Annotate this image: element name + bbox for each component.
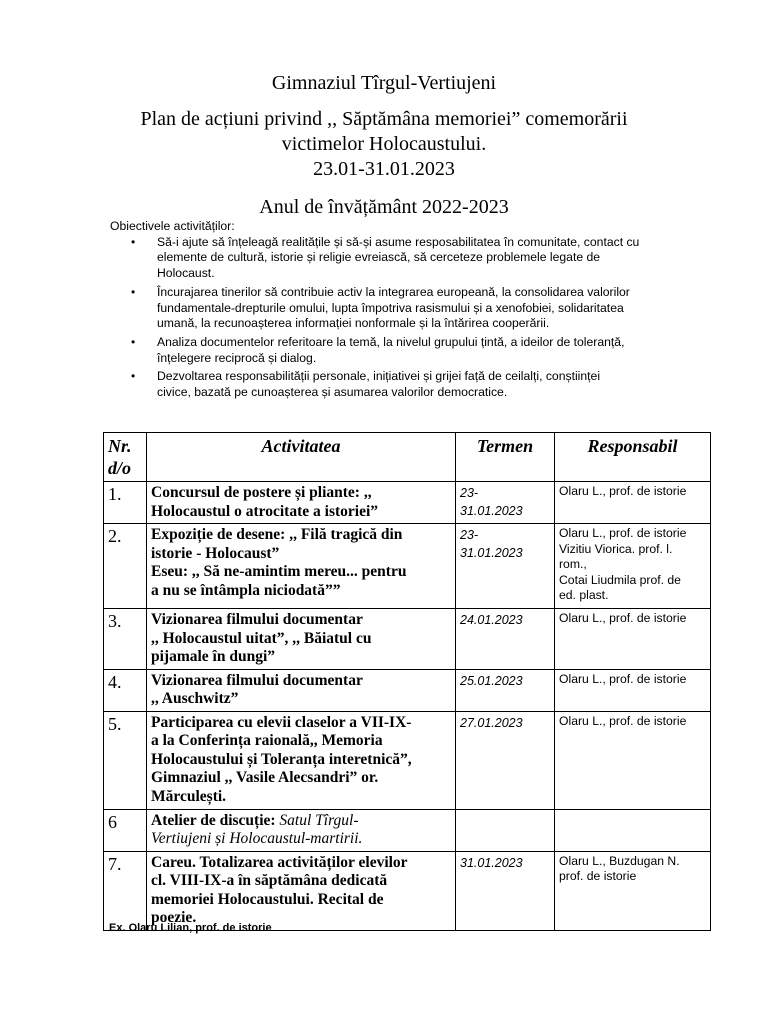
plan-dates: 23.01-31.01.2023 (313, 158, 455, 180)
activity-line: a nu se întâmpla niciodată”” (151, 581, 341, 599)
activity-line: Careu. Totalizarea activităților elevilor (151, 853, 408, 871)
row-activity (147, 609, 456, 670)
objective-line: umană, la recunoașterea informației nonformale și la întărirea cooperării. (157, 316, 550, 331)
term-line: 25.01.2023 (460, 673, 523, 688)
objective-item (110, 335, 710, 366)
term-line: 27.01.2023 (460, 715, 523, 730)
row-activity (147, 669, 456, 711)
activity-line: Vizionarea filmului documentar (151, 671, 363, 689)
row-term (456, 711, 555, 809)
activity-line: Holocaustului și Toleranța interetnică”, (151, 750, 412, 768)
activity-line: cl. VIII-IX-a în săptămâna dedicată (151, 872, 388, 889)
activity-line: istorie - Holocaust” (151, 544, 280, 562)
activity-italic-text: Satul Tîrgul- (279, 811, 359, 829)
objectives-heading: Obiectivele activităților: (110, 219, 235, 233)
activity-line: Holocaustul o atrocitate a istoriei” (151, 502, 379, 520)
responsible-line: Olaru L., prof. de istorie (559, 611, 687, 625)
responsible-line: Olaru L., Buzdugan N. (559, 853, 680, 868)
objective-line: înțelegere reciprocă și dialog. (157, 350, 317, 365)
footer-author: Ex. Olaru Lilian, prof. de istorie (109, 922, 272, 934)
objective-item (110, 369, 710, 400)
row-responsible (555, 669, 711, 711)
header-term: Termen (456, 433, 555, 482)
row-activity (147, 851, 456, 930)
responsible-line: Olaru L., prof. de istorie (559, 526, 687, 540)
row-term (456, 851, 555, 930)
bullet-icon: • (131, 234, 136, 249)
row-responsible (555, 482, 711, 524)
activity-line: Expoziție de desene: ,, Filă tragică din (151, 526, 403, 543)
objective-line: Să-i ajute să înțeleagă realitățile și să-și asume resposabilitatea în comunitate, contact cu (157, 234, 640, 249)
row-responsible (555, 609, 711, 670)
objective-line: Încurajarea tinerilor să contribuie activ la integrarea europeană, la consolidarea valorilor (157, 284, 630, 299)
objective-line: Holocaust. (157, 266, 215, 281)
activity-line: ,, Holocaustul uitat”, ,, Băiatul cu (151, 629, 372, 647)
responsible-line: Olaru L., prof. de istorie (559, 713, 687, 728)
header-nr-line2: d/o (108, 458, 132, 478)
objective-line: civice, bazată pe cunoașterea și asumarea valorilor democratice. (157, 385, 508, 400)
table-row (104, 851, 711, 930)
objective-item (110, 235, 710, 282)
objective-line: Analiza documentelor referitoare la temă, la nivelul grupului țintă, a ideilor de toleranță, (157, 334, 625, 349)
header-responsible: Responsabil (555, 433, 711, 482)
bullet-icon: • (131, 369, 136, 384)
row-activity (147, 524, 456, 609)
responsible-line: Olaru L., prof. de istorie (559, 484, 687, 498)
activity-line: poezie. (151, 909, 197, 926)
table-row (104, 711, 711, 809)
activity-line: Eseu: ,, Să ne-amintim mereu... pentru (151, 563, 407, 580)
activity-line: Mărculești. (151, 787, 227, 805)
row-responsible (555, 851, 711, 930)
table-row (104, 669, 711, 711)
activity-line: Concursul de postere și pliante: ,, (151, 484, 372, 501)
school-year: Anul de învățământ 2022-2023 (259, 196, 509, 218)
responsible-line: prof. de istorie (559, 869, 637, 883)
row-term (456, 669, 555, 711)
table-header-row (104, 433, 711, 482)
table-row (104, 482, 711, 524)
term-line: 24.01.2023 (460, 613, 523, 627)
objective-line: Dezvoltarea responsabilității personale, inițiativei și grijei față de ceilalți, conștiinței (157, 369, 601, 384)
term-line: 23- (460, 528, 479, 542)
row-number: 4. (104, 669, 147, 711)
term-line: 31.01.2023 (460, 855, 523, 870)
objective-item (110, 285, 710, 332)
row-term (456, 524, 555, 609)
header-nr-line1: Nr. (108, 436, 132, 456)
activity-line (151, 812, 451, 831)
school-name: Gimnaziul Tîrgul-Vertiujeni (271, 72, 497, 94)
row-activity (147, 482, 456, 524)
activity-line: a la Conferința raională,, Memoria (151, 732, 383, 749)
row-number: 2. (104, 524, 147, 609)
plan-title-line2: victimelor Holocaustului. (281, 133, 487, 155)
header-activity: Activitatea (147, 433, 456, 482)
activity-line: pijamale în dungi” (151, 648, 276, 665)
activity-line: ,, Auschwitz” (151, 690, 239, 707)
responsible-line: Olaru L., prof. de istorie (559, 671, 687, 686)
responsible-line: Cotai Liudmila prof. de (559, 572, 681, 587)
row-number: 3. (104, 609, 147, 670)
activity-line: Participarea cu elevii claselor a VII-IX- (151, 713, 412, 731)
row-number: 6 (104, 809, 147, 851)
table-row (104, 524, 711, 609)
objectives-section (110, 219, 710, 404)
row-number: 1. (104, 482, 147, 524)
activity-italic-line: Vertiujeni și Holocaustul-martirii. (151, 830, 363, 847)
row-number: 7. (104, 851, 147, 930)
table-row (104, 609, 711, 670)
header-nr (104, 433, 147, 482)
row-term (456, 609, 555, 670)
plan-title-line1: Plan de acțiuni privind ,, Săptămâna memoriei” comemorării (140, 108, 628, 130)
bullet-icon: • (131, 334, 136, 349)
objectives-list (110, 235, 710, 401)
row-responsible (555, 711, 711, 809)
row-responsible (555, 809, 711, 851)
activity-line: Gimnaziul ,, Vasile Alecsandri” or. (151, 769, 379, 786)
row-term (456, 809, 555, 851)
activity-line: memoriei Holocaustului. Recital de (151, 890, 384, 908)
objective-line: elemente de cultură, istorie și religie evreiască, să cerceteze problemele legate de (157, 250, 601, 265)
row-responsible (555, 524, 711, 609)
responsible-line: rom., (559, 557, 587, 571)
activity-bold-text: Atelier de discuție: (151, 811, 280, 829)
table-row (104, 809, 711, 851)
responsible-line: ed. plast. (559, 588, 609, 602)
activity-line: Vizionarea filmului documentar (151, 611, 363, 628)
objective-line: fundamentale-drepturile omului, lupta împotriva rasismului și a xenofobiei, solidaritatea (157, 300, 624, 315)
activities-table (103, 432, 711, 931)
row-activity (147, 809, 456, 851)
term-line: 31.01.2023 (460, 504, 523, 518)
responsible-line: Vizitiu Viorica. prof. l. (559, 541, 673, 556)
row-term (456, 482, 555, 524)
term-line: 23- (460, 486, 479, 500)
row-number: 5. (104, 711, 147, 809)
bullet-icon: • (131, 284, 136, 299)
row-activity (147, 711, 456, 809)
term-line: 31.01.2023 (460, 546, 523, 560)
